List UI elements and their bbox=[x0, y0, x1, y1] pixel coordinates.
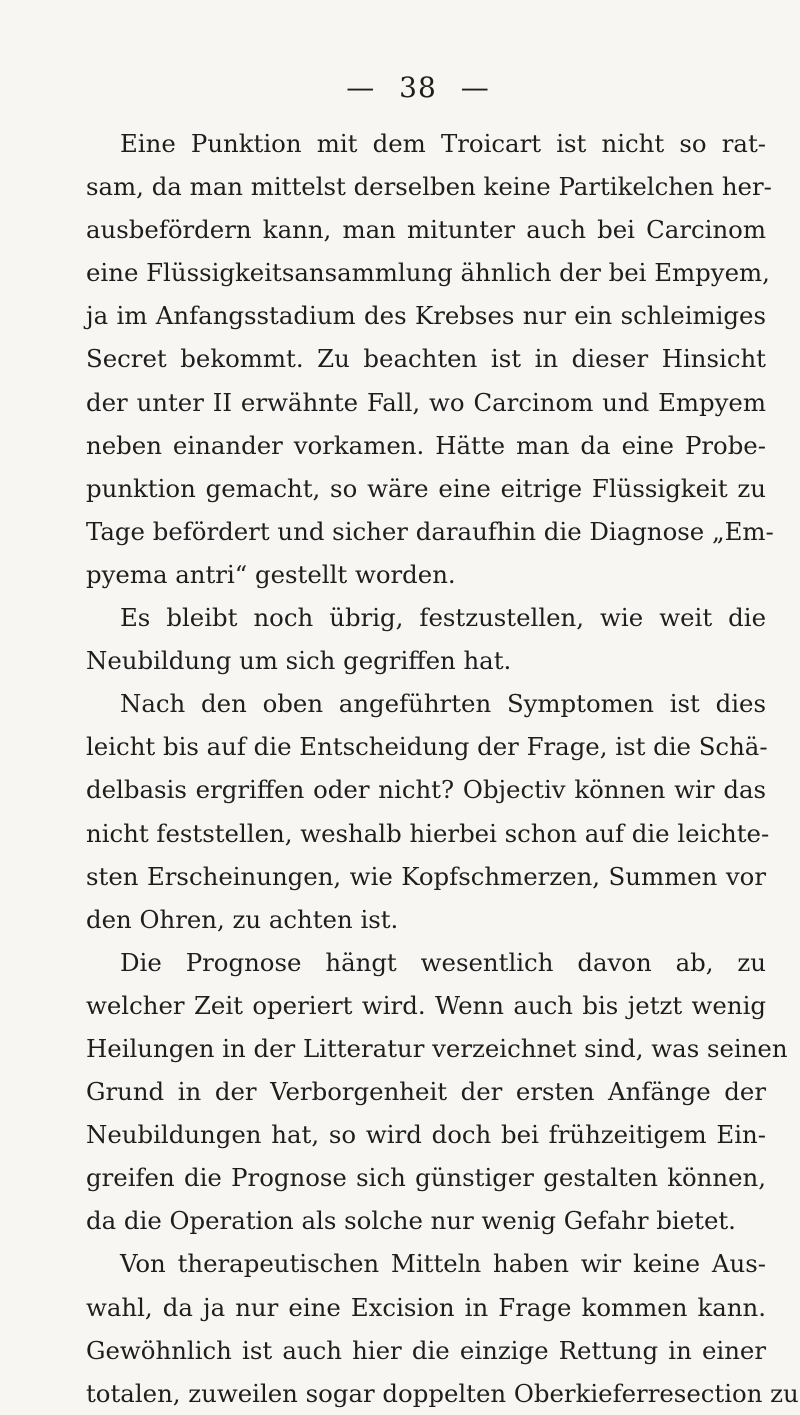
text-line: Secret bekommt. Zu beachten ist in dieser Hinsicht bbox=[86, 344, 766, 374]
text-line: den Ohren, zu achten ist. bbox=[86, 904, 399, 934]
text-line: nicht feststellen, weshalb hierbei schon auf die leichte- bbox=[86, 818, 770, 848]
text-line: Gewöhnlich ist auch hier die einzige Rettung in einer bbox=[86, 1335, 766, 1365]
text-line: sten Erscheinungen, wie Kopfschmerzen, Summen vor bbox=[86, 861, 766, 891]
page-number: 38 bbox=[399, 71, 437, 104]
text-line: greifen die Prognose sich günstiger gestalten können, bbox=[86, 1163, 766, 1193]
text-line: Neubildung um sich gegriffen hat. bbox=[86, 646, 512, 676]
text-line: Nach den oben angeführten Symptomen ist dies bbox=[120, 689, 766, 719]
header-dash-left: — bbox=[346, 71, 376, 104]
text-line: ja im Anfangsstadium des Krebses nur ein schleimiges bbox=[86, 301, 766, 331]
body-text bbox=[86, 122, 799, 1415]
text-line: eine Flüssigkeitsansammlung ähnlich der bei Empyem, bbox=[86, 258, 770, 288]
text-line: pyema antri“ gestellt worden. bbox=[86, 559, 456, 589]
page-header bbox=[70, 72, 766, 104]
text-line: totalen, zuweilen sogar doppelten Oberkieferresection zu bbox=[86, 1378, 799, 1408]
text-line: punktion gemacht, so wäre eine eitrige Flüssigkeit zu bbox=[86, 473, 766, 503]
text-line: wahl, da ja nur eine Excision in Frage kommen kann. bbox=[86, 1292, 766, 1322]
text-line: Neubildungen hat, so wird doch bei frühzeitigem Ein- bbox=[86, 1120, 766, 1150]
text-line: Eine Punktion mit dem Troicart ist nicht so rat- bbox=[120, 129, 766, 158]
text-line: Heilungen in der Litteratur verzeichnet sind, was seinen bbox=[86, 1033, 788, 1063]
text-line: delbasis ergriffen oder nicht? Objectiv können wir das bbox=[86, 775, 766, 805]
text-line: welcher Zeit operiert wird. Wenn auch bis jetzt wenig bbox=[86, 990, 766, 1020]
text-line: sam, da man mittelst derselben keine Partikelchen her- bbox=[86, 172, 772, 202]
text-line: Tage befördert und sicher daraufhin die Diagnose „Em- bbox=[86, 516, 774, 546]
text-line: neben einander vorkamen. Hätte man da eine Probe- bbox=[86, 430, 766, 460]
text-line: Die Prognose hängt wesentlich davon ab, zu bbox=[120, 947, 766, 977]
text-line: Es bleibt noch übrig, festzustellen, wie weit die bbox=[120, 603, 766, 633]
text-line: da die Operation als solche nur wenig Gefahr bietet. bbox=[86, 1206, 736, 1236]
header-dash-right: — bbox=[460, 71, 490, 104]
text-line: ausbefördern kann, man mitunter auch bei Carcinom bbox=[86, 215, 766, 245]
text-line: Von therapeutischen Mitteln haben wir keine Aus- bbox=[120, 1249, 766, 1279]
text-line: Grund in der Verborgenheit der ersten Anfänge der bbox=[86, 1077, 766, 1107]
text-line: der unter II erwähnte Fall, wo Carcinom und Empyem bbox=[86, 387, 766, 417]
text-line: leicht bis auf die Entscheidung der Frage, ist die Schä- bbox=[86, 732, 768, 762]
